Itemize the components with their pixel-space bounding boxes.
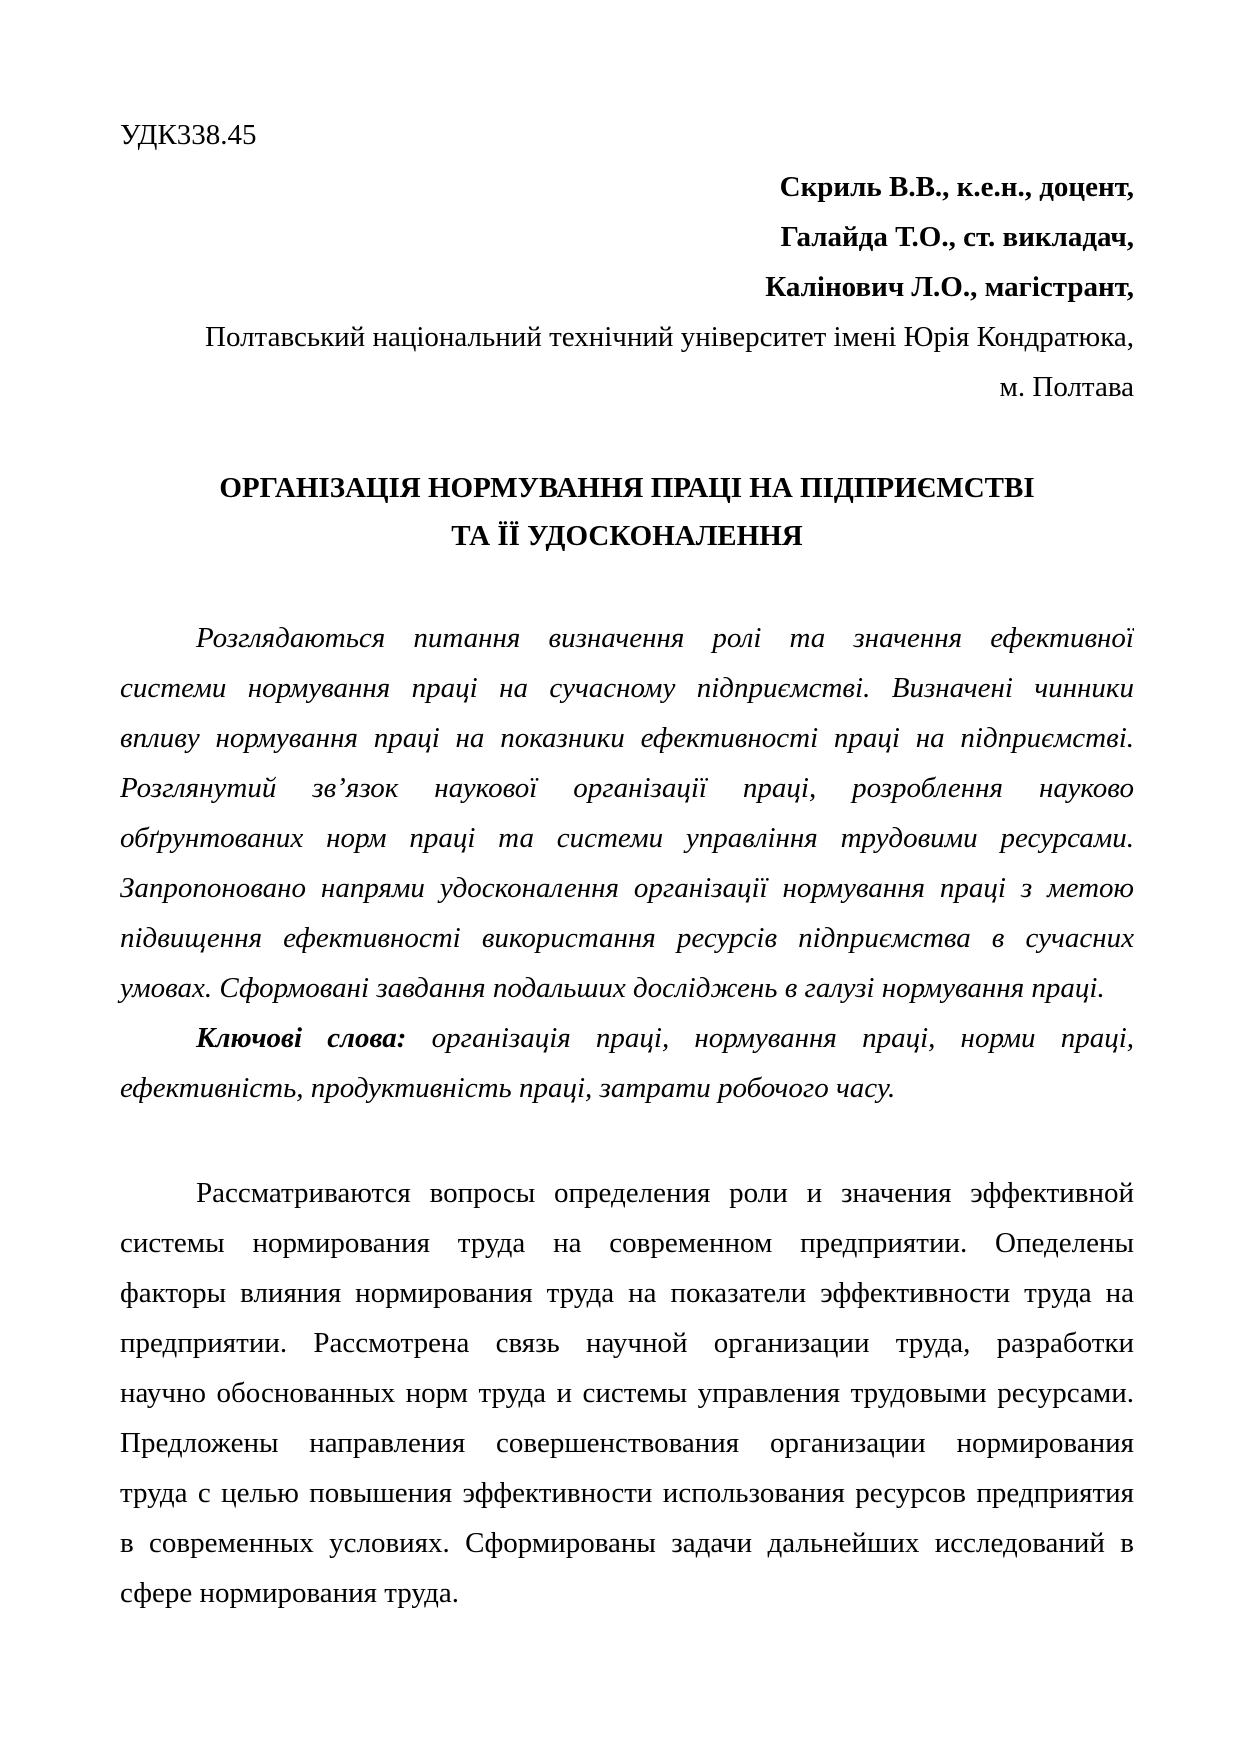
keywords-text-1: організація праці, нормування праці, норми праці, — [431, 1022, 1134, 1054]
abstract-uk-line: Запропоновано напрями удосконалення організації нормування праці з метою — [120, 872, 1134, 904]
abstract-ru-line: научно обоснованных норм труда и системы управления трудовыми ресурсами. — [120, 1377, 1134, 1409]
author-2: Галайда Т.О., ст. викладач, — [780, 221, 1134, 253]
affiliation-city: м. Полтава — [999, 371, 1134, 403]
author-1: Скриль В.В., к.е.н., доцент, — [779, 171, 1134, 203]
article-title — [120, 464, 1134, 560]
abstract-ru-line: в современных условиях. Сформированы задачи дальнейших исследований в — [120, 1527, 1134, 1559]
keywords-label: Ключові слова: — [196, 1022, 407, 1054]
abstract-uk-line: Розглядаються питання визначення ролі та значення ефективної — [196, 622, 1134, 654]
keywords-line-1 — [120, 1013, 1134, 1063]
udc-code: УДК338.45 — [120, 119, 257, 151]
abstract-uk-line: системи нормування праці на сучасному підприємстві. Визначені чинники — [120, 672, 1134, 704]
author-block — [120, 162, 1134, 412]
abstract-ru-line: предприятии. Рассмотрена связь научной организации труда, разработки — [120, 1327, 1134, 1359]
abstract-uk-line: підвищення ефективності використання ресурсів підприємства в сучасних — [120, 922, 1134, 954]
abstract-ru — [120, 1168, 1134, 1618]
abstract-ru-line: труда с целью повышения эффективности использования ресурсов предприятия — [120, 1477, 1134, 1509]
abstract-ru-line: сфере нормирования труда. — [120, 1577, 459, 1609]
keywords-line-2: ефективність, продуктивність праці, затрати робочого часу. — [120, 1072, 896, 1104]
abstract-uk-line: обґрунтованих норм праці та системи управління трудовими ресурсами. — [120, 822, 1134, 854]
abstract-ru-line: Рассматриваются вопросы определения роли и значения эффективной — [196, 1177, 1134, 1209]
abstract-uk-line: Розглянутий зв’язок наукової організації праці, розроблення науково — [120, 772, 1134, 804]
abstract-ru-line: факторы влияния нормирования труда на показатели эффективности труда на — [120, 1277, 1134, 1309]
abstract-ru-line: системы нормирования труда на современном предприятии. Опеделены — [120, 1227, 1134, 1259]
title-line-1: ОРГАНІЗАЦІЯ НОРМУВАННЯ ПРАЦІ НА ПІДПРИЄМСТВІ — [219, 472, 1035, 504]
affiliation-university: Полтавський національний технічний університет імені Юрія Кондратюка, — [205, 321, 1134, 353]
abstract-uk — [120, 613, 1134, 1113]
abstract-uk-line: впливу нормування праці на показники ефективності праці на підприємстві. — [120, 722, 1134, 754]
author-3: Калінович Л.О., магістрант, — [765, 271, 1134, 303]
title-line-2: ТА ЇЇ УДОСКОНАЛЕННЯ — [451, 520, 803, 552]
abstract-ru-line: Предложены направления совершенствования организации нормирования — [120, 1427, 1134, 1459]
abstract-uk-line: умовах. Сформовані завдання подальших досліджень в галузі нормування праці. — [120, 972, 1105, 1004]
